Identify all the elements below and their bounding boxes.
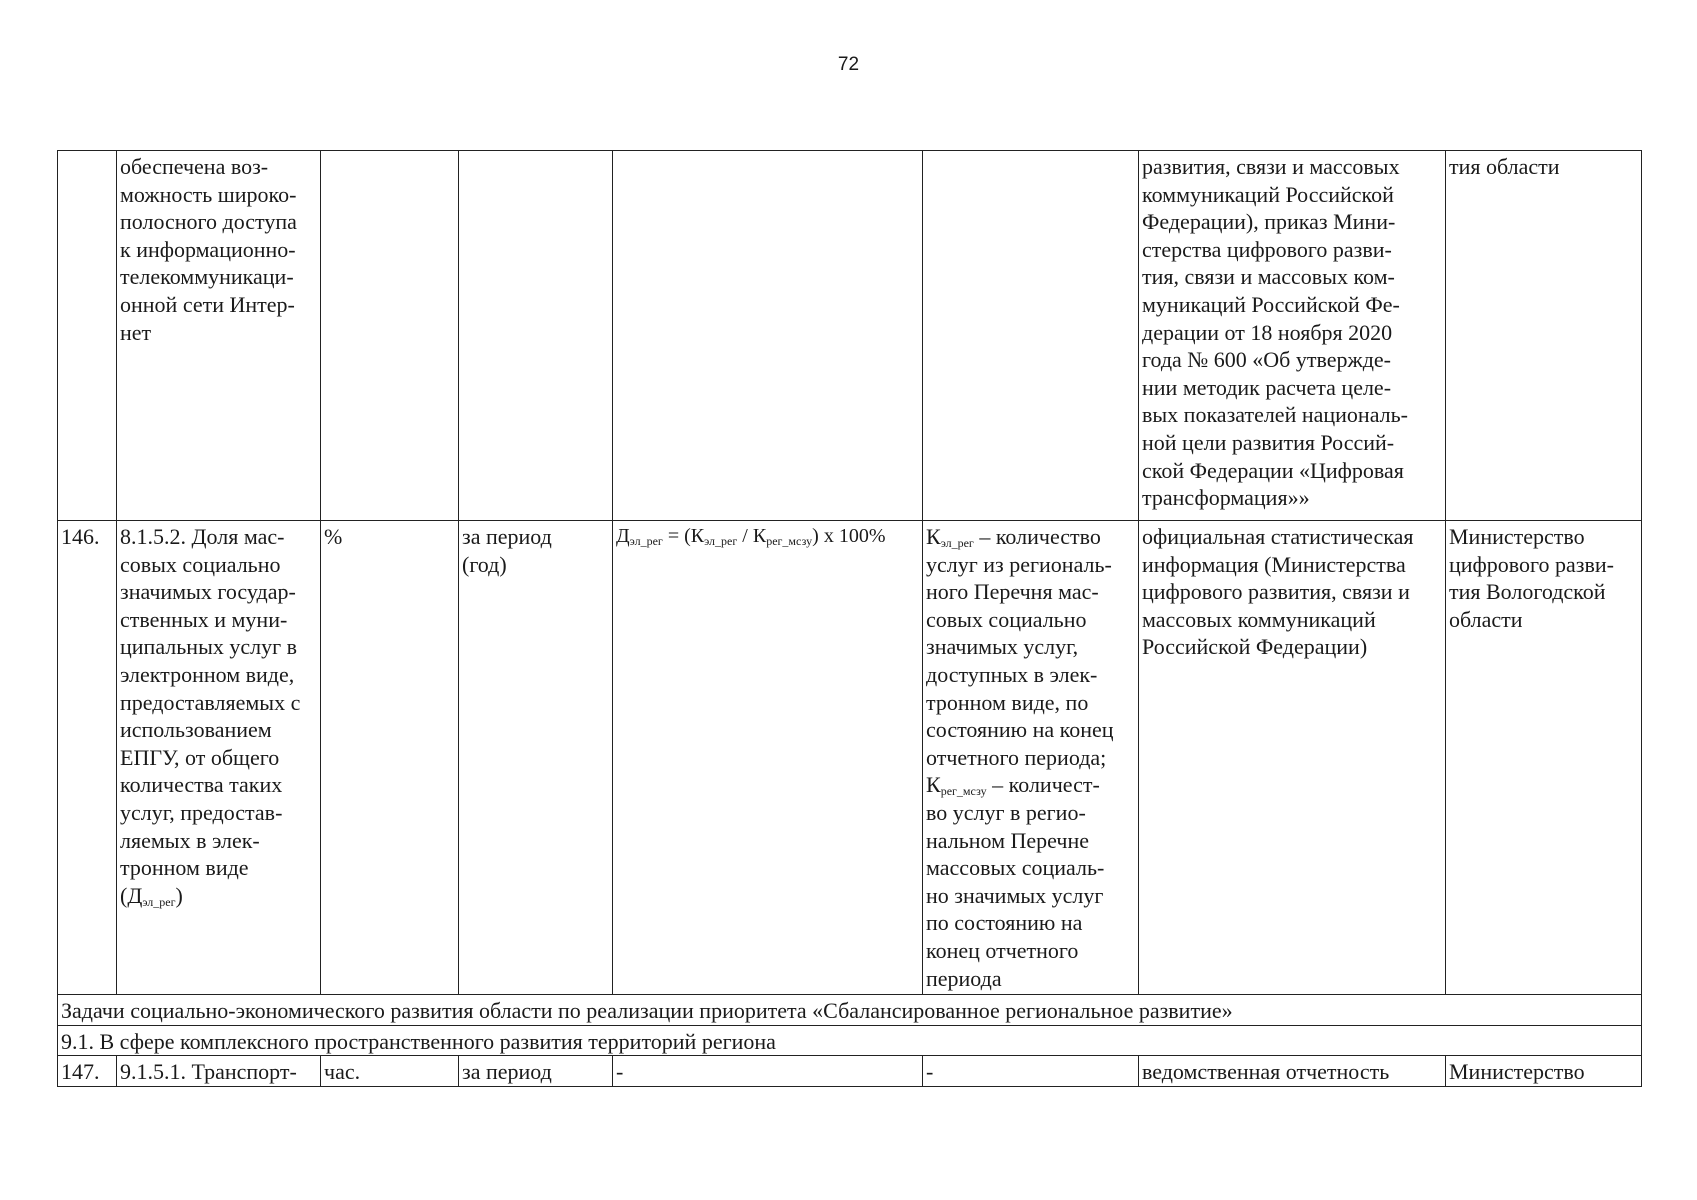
subsection-title-row [58,1025,1642,1056]
cell-num: 147. [58,1056,117,1087]
cell-num: 146. [58,521,117,995]
cell-vars: $К_{эл\_рег}$ – количество услуг из региональ- ного Перечня мас- совых социально значимых услуг, доступных в элек- тронном виде, по состоянию на конец отчетного периода; $К_{рег\_мсзу}$ – количест- во услуг в регио- нальном Перечне массовых социаль- но значимых услуг по состоянию на конец отчетного периода [923,521,1139,995]
cell-name: обеспечена воз- можность широко- полосного доступа к информационно- телекоммуникаци- онной сети Интер- нет [117,151,321,521]
indicators-table [57,150,1642,1087]
cell-unit: час. [321,1056,459,1087]
cell-num [58,151,117,521]
cell-responsible: Министерство цифрового разви- тия Вологодской области [1446,521,1642,995]
cell-source: развития, связи и массовых коммуникаций Российской Федерации), приказ Мини- стерства цифрового разви- тия, связи и массовых ком- муникаций Российской Фе- дерации от 18 ноября 2020 года № 600 «Об утвержде- нии методик расчета целе- вых показателей националь- ной цели развития Россий- ской Федерации «Цифровая трансформация»» [1139,151,1446,521]
cell-unit [321,151,459,521]
section-title: Задачи социально-экономического развития области по реализации приоритета «Сбалансированное региональное развитие» [58,995,1642,1026]
cell-name: 9.1.5.1. Транспорт- [117,1056,321,1087]
indicator-name-text: 8.1.5.2. Доля мас- совых социально значимых государ- ственных и муни- ципальных услуг в электронном виде, предоставляемых с использованием ЕПГУ, от общего количества таких услуг, предостав- ляемых в элек- тронном виде [120,524,301,881]
cell-source: официальная статистическая информация (Министерства цифрового развития, связи и массовых коммуникаций Российской Федерации) [1139,521,1446,995]
cell-source: ведомственная отчетность [1139,1056,1446,1087]
cell-formula: - [613,1056,923,1087]
cell-formula [613,151,923,521]
cell-period: за период (год) [459,521,613,995]
cell-formula: $Д_{эл\_рег} = (К_{эл\_рег} / К_{рег\_мсзу})$ x 100% [613,521,923,995]
cell-name [117,521,321,995]
cell-period [459,151,613,521]
indicator-symbol: $(Д_{эл\_рег})$ [120,882,183,909]
cell-vars: - [923,1056,1139,1087]
subsection-title: 9.1. В сфере комплексного пространственного развития территорий региона [58,1025,1642,1056]
cell-period: за период [459,1056,613,1087]
cell-responsible: тия области [1446,151,1642,521]
cell-vars [923,151,1139,521]
cell-responsible: Министерство [1446,1056,1642,1087]
table-row-146 [58,521,1642,995]
table-row-147 [58,1056,1642,1087]
cell-unit: % [321,521,459,995]
page-number: 72 [837,54,860,75]
section-title-row [58,995,1642,1026]
table-row-continued [58,151,1642,521]
